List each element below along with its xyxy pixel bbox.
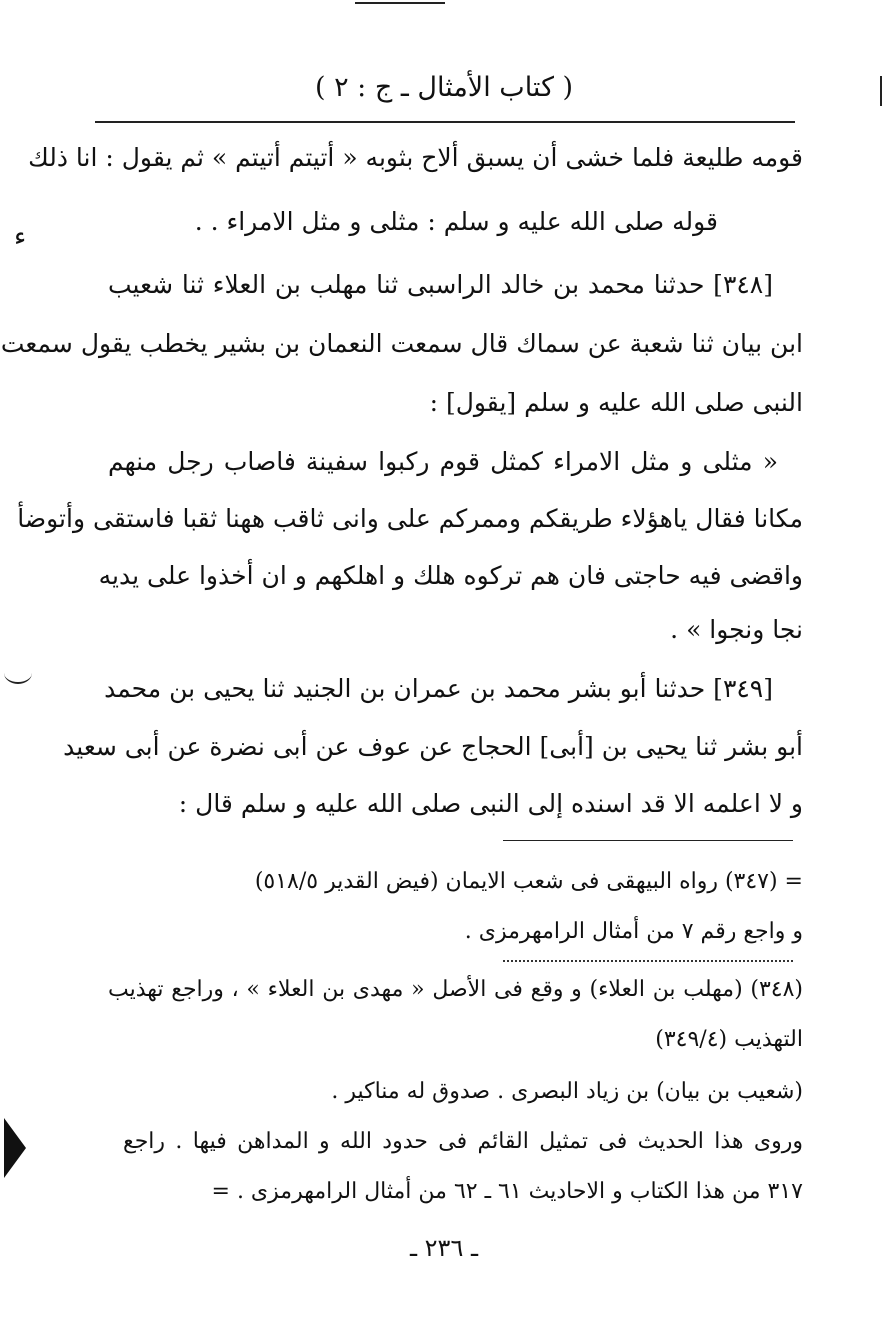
body-line: النبى صلى الله عليه و سلم [يقول] : (429, 388, 803, 417)
footnote-line: و واجع رقم ٧ من أمثال الرامهرمزى . (464, 919, 803, 944)
right-margin-tick (880, 76, 882, 106)
footnote-separator (503, 840, 793, 841)
margin-scribble: ﺀ (14, 222, 27, 252)
footnote-line: (٣٤٨) (مهلب بن العلاء) و وقع فى الأصل « مهدى بن العلاء » ، وراجع تهذيب (108, 977, 803, 1002)
body-line: « مثلى و مثل الامراء كمثل قوم ركبوا سفينة فاصاب رجل منهم (108, 447, 778, 476)
body-line: نجا ونجوا » . (670, 615, 803, 644)
body-line: ابن بيان ثنا شعبة عن سماك قال سمعت النعمان بن بشير يخطب يقول سمعت (0, 329, 803, 358)
footnote-line: ٣١٧ من هذا الكتاب و الاحاديث ٦١ ـ ٦٢ من أمثال الرامهرمزى . = (211, 1179, 803, 1204)
footnote-line: التهذيب (٣٤٩/٤) (655, 1027, 803, 1052)
page-number: ـ ٢٣٦ ـ (409, 1234, 478, 1262)
body-line: أبو بشر ثنا يحيى بن [أبى] الحجاج عن عوف عن أبى نضرة عن أبى سعيد (63, 732, 803, 761)
footnote-divider (503, 960, 793, 962)
body-line: قوله صلى الله عليه و سلم : مثلى و مثل الامراء . . (194, 207, 718, 236)
margin-curve-mark (4, 662, 32, 684)
footnote-line: (شعيب بن بيان) بن زياد البصرى . صدوق له مناكير . (331, 1079, 803, 1104)
hadith-349-opening: [٣٤٩] حدثنا أبو بشر محمد بن عمران بن الجنيد ثنا يحيى بن محمد (104, 674, 773, 703)
footnote-line: = (٣٤٧) رواه البيهقى فى شعب الايمان (فيض القدير ٥١٨/٥) (254, 869, 803, 894)
body-line: و لا اعلمه الا قد اسنده إلى النبى صلى الله عليه و سلم قال : (178, 789, 803, 818)
body-line: واقضى فيه حاجتى فان هم تركوه هلك و اهلكهم و ان أخذوا على يديه (98, 561, 803, 590)
footnote-line: وروى هذا الحديث فى تمثيل القائم فى حدود الله و المداهن فيها . راجع (123, 1129, 803, 1154)
top-edge-mark (355, 2, 445, 4)
body-line: قومه طليعة فلما خشى أن يسبق ألاح بثوبه « أتيتم أتيتم » ثم يقول : انا ذلك (28, 143, 803, 172)
body-line: مكانا فقال ياهؤلاء طريقكم وممركم على وانى ثاقب ههنا ثقبا فاستقى وأتوضأ (17, 504, 803, 533)
header-rule (95, 121, 795, 123)
page-edge-tab (4, 1118, 26, 1178)
running-header: ( كتاب الأمثال ـ ج : ٢ ) (314, 72, 574, 103)
hadith-348-opening: [٣٤٨] حدثنا محمد بن خالد الراسبى ثنا مهلب بن العلاء ثنا شعيب (108, 270, 773, 299)
